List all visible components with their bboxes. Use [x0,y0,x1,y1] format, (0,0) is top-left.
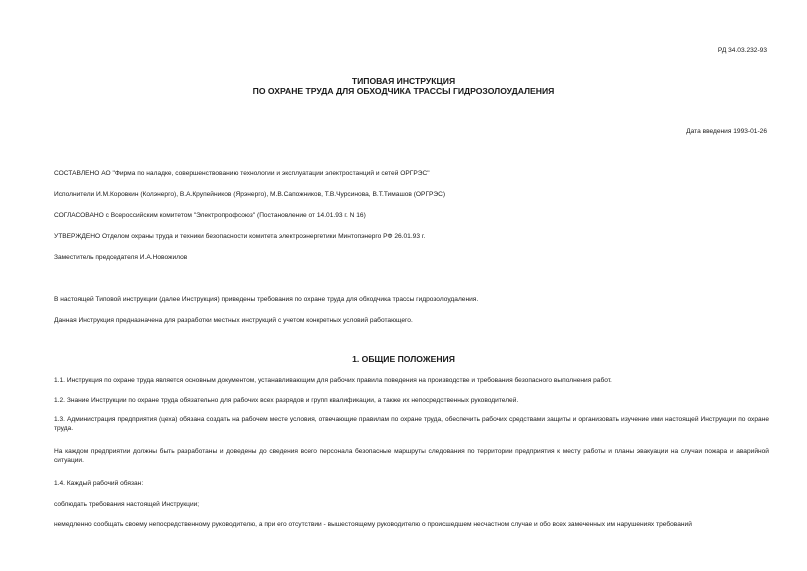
agreed-with: СОГЛАСОВАНО с Всероссийским комитетом "Электропрофсоюз" (Постановление от 14.01.93 г. N 16) [54,212,366,219]
intro-paragraph-1: В настоящей Типовой инструкции (далее Инструкция) приведены требования по охране труда для обходчика трассы гидрозолоудаления. [54,296,479,303]
section-heading: 1. ОБЩИЕ ПОЛОЖЕНИЯ [352,354,455,364]
paragraph-1-3-evacuation: На каждом предприятии должны быть разработаны и доведены до сведения всего персонала безопасные маршруты следования по территории предприятия к месту работы и планы эвакуации на случаи пожара и аварийной ситуации. [54,448,769,465]
paragraph-1-4-item-1: соблюдать требования настоящей Инструкции; [54,501,200,508]
compiled-by: СОСТАВЛЕНО АО "Фирма по наладке, совершенствованию технологии и эксплуатации электростанций и сетей ОРГРЭС" [54,170,430,177]
deputy-chair: Заместитель председателя И.А.Новожилов [54,254,188,261]
paragraph-1-3: 1.3. Администрация предприятия (цеха) обязана создать на рабочем месте условия, отвечающие правилам по охране труда, обеспечить рабочих средствами защиты и организовать изучение ими настоящей Инструкции по охране труда. [54,416,769,433]
document-number: РД 34.03.232-93 [717,47,767,54]
authors: Исполнители И.М.Коровкин (Колэнерго), В.А.Крупейников (Ярэнерго), М.В.Сапожников, Т.В.Чурсинова, В.Т.Тимашов (ОРГРЭС) [54,191,446,198]
paragraph-1-4: 1.4. Каждый рабочий обязан: [54,480,144,487]
intro-paragraph-2: Данная Инструкция предназначена для разработки местных инструкций с учетом конкретных условий работающего. [54,317,413,324]
paragraph-1-4-item-2: немедленно сообщать своему непосредственному руководителю, а при его отсутствии - вышестоящему руководителю о происшедшем несчастном случае и обо всех замеченных им нарушениях требований [54,521,692,528]
document-title-line-1: ТИПОВАЯ ИНСТРУКЦИЯ [351,76,456,86]
paragraph-1-2: 1.2. Знание Инструкции по охране труда обязательно для рабочих всех разрядов и групп квалификации, а также их непосредственных руководителей. [54,397,519,404]
paragraph-1-1: 1.1. Инструкция по охране труда является основным документом, устанавливающим для рабочих правила поведения на производстве и требования безопасного выполнения работ. [54,377,612,384]
introduction-date: Дата введения 1993-01-26 [686,128,767,135]
approved-by: УТВЕРЖДЕНО Отделом охраны труда и техники безопасности комитета электроэнергетики Минтопэнерго РФ 26.01.93 г. [54,233,426,240]
document-title-line-2: ПО ОХРАНЕ ТРУДА ДЛЯ ОБХОДЧИКА ТРАССЫ ГИДРОЗОЛОУДАЛЕНИЯ [252,86,555,96]
